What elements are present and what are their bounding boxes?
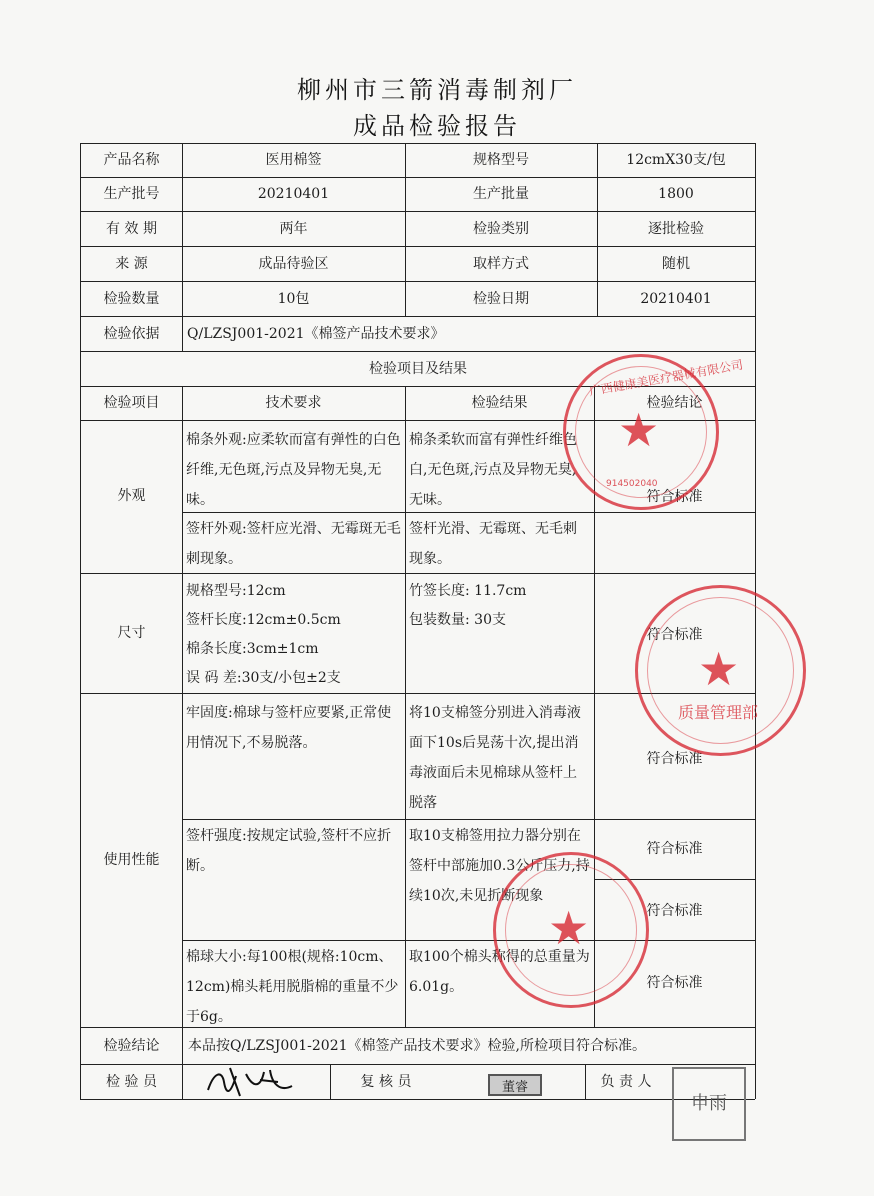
group-appearance: 外观 — [117, 488, 146, 504]
report-title: 成品检验报告 — [353, 112, 521, 140]
label-inspector: 检 验 员 — [106, 1073, 157, 1090]
label-inspect-type: 检验类别 — [473, 220, 529, 237]
label-validity: 有 效 期 — [106, 220, 157, 237]
label-batch-no: 生产批号 — [103, 186, 160, 202]
value-conclusion: 本品按Q/LZSJ001-2021《棉签产品技术要求》检验,所检项目符合标准。 — [188, 1038, 646, 1054]
label-date: 检验日期 — [473, 290, 529, 307]
responsible-stamp — [672, 1067, 746, 1141]
col-requirement: 技术要求 — [265, 395, 322, 411]
label-qty: 检验数量 — [103, 290, 160, 307]
seal-star-icon: ★ — [548, 901, 590, 955]
col-item: 检验项目 — [103, 395, 160, 411]
value-product-name: 医用棉签 — [265, 152, 322, 168]
row-1-result: 棉条柔软而富有弹性纤维色白,无色斑,污点及异物无臭,无味。 — [409, 432, 577, 508]
label-product-name: 产品名称 — [103, 152, 160, 168]
seal-star-icon: ★ — [698, 642, 740, 696]
reviewer-stamp: 董睿 — [488, 1074, 542, 1096]
seal-1-text: 广西健康美医疗器械有限公司 — [588, 357, 745, 399]
row-1-requirement: 棉条外观:应柔软而富有弹性的白色纤维,无色斑,污点及异物无臭,无味。 — [186, 432, 401, 508]
section-title: 检验项目及结果 — [369, 360, 467, 377]
row-4-requirement: 牢固度:棉球与签杆应要紧,正常使用情况下,不易脱落。 — [186, 705, 392, 751]
group-size: 尺寸 — [117, 624, 146, 641]
label-batch-qty: 生产批量 — [473, 186, 529, 202]
label-reviewer: 复 核 员 — [360, 1073, 412, 1090]
value-qty: 10包 — [277, 290, 310, 307]
responsible-stamp-text: 申雨 — [691, 1093, 727, 1114]
value-sampling: 随机 — [662, 255, 690, 272]
value-validity: 两年 — [279, 220, 308, 237]
value-basis: Q/LZSJ001-2021《棉签产品技术要求》 — [187, 326, 445, 342]
row-5-result: 取10支棉签用拉力器分别在签杆中部施加0.3公斤压力,持续10次,未见折断现象 — [409, 828, 590, 904]
row-2-result: 签杆光滑、无霉斑、无毛刺现象。 — [409, 521, 577, 567]
col-conclusion: 检验结论 — [646, 395, 703, 411]
label-sampling: 取样方式 — [473, 255, 529, 272]
company-seal-2 — [635, 585, 806, 756]
seal-star-icon: ★ — [618, 403, 660, 457]
label-basis: 检验依据 — [103, 325, 160, 342]
row-5-conclusion: 符合标准 — [646, 840, 703, 857]
label-conclusion: 检验结论 — [103, 1037, 160, 1054]
row-5-conclusion-2: 符合标准 — [646, 902, 703, 919]
row-1-conclusion: 符合标准 — [646, 488, 703, 505]
row-5-requirement: 签杆强度:按规定试验,签杆不应折断。 — [186, 828, 392, 874]
row-4-result: 将10支棉签分别进入消毒液面下10s后晃荡十次,提出消毒液面后未见棉球从签杆上脱落 — [409, 705, 581, 811]
inspector-signature — [200, 1062, 300, 1102]
row-2-requirement: 签杆外观:签杆应光滑、无霉斑无毛刺现象。 — [186, 521, 401, 567]
value-batch-qty: 1800 — [658, 186, 694, 202]
row-4-conclusion: 符合标准 — [646, 750, 703, 767]
seal-1-code: 914502040 — [606, 479, 658, 489]
row-6-result: 取100个棉头称得的总重量为6.01g。 — [409, 949, 590, 995]
value-spec: 12cmX30支/包 — [626, 152, 726, 168]
col-result: 检验结果 — [471, 395, 528, 411]
label-source: 来 源 — [115, 255, 148, 272]
company-name: 柳州市三箭消毒制剂厂 — [297, 76, 577, 104]
value-inspect-type: 逐批检验 — [648, 220, 704, 237]
row-6-conclusion: 符合标准 — [646, 974, 703, 991]
label-responsible: 负 责 人 — [600, 1073, 652, 1090]
value-date: 20210401 — [640, 290, 712, 307]
row-6-requirement: 棉球大小:每100根(规格:10cm、12cm)棉头耗用脱脂棉的重量不少于6g。 — [186, 949, 399, 1025]
group-performance: 使用性能 — [103, 851, 160, 868]
value-batch-no: 20210401 — [257, 186, 330, 202]
row-3-result: 竹签长度: 11.7cm 包装数量: 30支 — [409, 583, 527, 628]
row-3-requirement: 规格型号:12cm 签杆长度:12cm±0.5cm 棉条长度:3cm±1cm 误 码 差:30支/小包±2支 — [186, 583, 341, 686]
row-3-conclusion: 符合标准 — [646, 626, 703, 643]
seal-2-text: 质量管理部 — [678, 703, 759, 722]
value-source: 成品待验区 — [258, 255, 329, 272]
label-spec: 规格型号 — [473, 152, 529, 168]
